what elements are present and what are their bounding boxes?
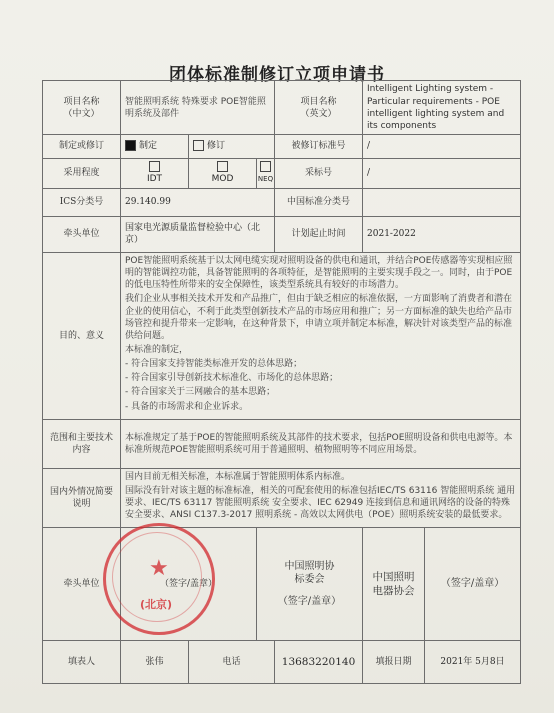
project-name-en-label: 项目名称 （英文） xyxy=(275,81,363,135)
status-label: 国内外情况简要说明 xyxy=(43,468,121,527)
adoption-option-mod[interactable]: MOD xyxy=(189,158,257,188)
sign-lead-label: 牵头单位 xyxy=(43,527,121,641)
purpose-bullet: - 符合国家引导创新技术标准化、市场化的总体思路； xyxy=(125,373,339,384)
seal-star-icon: ★ xyxy=(149,556,169,581)
filler-row xyxy=(43,641,521,684)
status-row xyxy=(43,468,521,527)
purpose-bullet: - 具备的市场需求和企业诉求。 xyxy=(125,401,249,412)
status-text xyxy=(121,468,521,527)
lead-unit-label: 牵头单位 xyxy=(43,216,121,253)
purpose-paragraph: 本标准的制定， xyxy=(125,345,189,355)
idt-checkbox[interactable] xyxy=(149,161,160,172)
committee-name: 中国照明协 标委会 xyxy=(284,560,335,586)
std-no-label: 采标号 xyxy=(275,158,363,188)
scope-label: 范围和主要技术内容 xyxy=(43,420,121,469)
cn-std-class-value xyxy=(363,189,521,216)
sign-committee-seal xyxy=(257,527,363,641)
revised-std-label: 被修订标准号 xyxy=(275,135,363,158)
purpose-paragraph: POE智能照明系统基于以太网电缆实现对照明设备的供电和通讯，并结合POE传感器等实现相应照明的智能调控功能，具备智能照明的各项特征，是智能照明的主要实现手段之一。同时，由于POE的低电压特性所带来的安全保障性，该类型系统具有较好的市场潜力。 xyxy=(125,256,513,291)
option-create[interactable]: 制定 xyxy=(121,135,189,158)
seal-text: (北京) xyxy=(139,598,173,611)
purpose-paragraph: 我们企业从事相关技术开发和产品推广，但由于缺乏相应的标准依据，一方面影响了消费者和潜在企业的使用信心，不利于此类型创新技术产品的市场应用和推广；另一方面标准的缺失也给产品市场管控和提升带来一定影响，在这种背景下，申请立项并制定本标准，解决针对该类型产品的标准供给问题。 xyxy=(125,294,513,341)
assoc-name: 中国照明 电器协会 xyxy=(363,527,425,641)
scope-text: 本标准规定了基于POE的智能照明系统及其部件的技术要求，包括POE照明设备和供电电源等。本标准所规范POE智能照明系统可用于普通照明、植物照明等不同应用场景。 xyxy=(121,420,521,469)
deadline-label: 计划起止时间 xyxy=(275,216,363,253)
lead-unit-row xyxy=(43,216,521,253)
adoption-option-neq[interactable]: NEQ xyxy=(257,158,275,188)
application-form xyxy=(42,80,521,684)
revised-std-value: / xyxy=(363,135,521,158)
committee-sign-text: （签字/盖章） xyxy=(277,595,342,607)
adoption-label: 采用程度 xyxy=(43,158,121,188)
page-title: 团体标准制修订立项申请书 xyxy=(169,65,385,85)
lead-unit-value: 国家电光源质量监督检验中心（北京） xyxy=(121,216,275,253)
purpose-row xyxy=(43,253,521,420)
ics-value: 29.140.99 xyxy=(121,189,275,216)
option-revise[interactable]: 修订 xyxy=(189,135,275,158)
create-checkbox[interactable] xyxy=(125,140,136,151)
filler-label: 填表人 xyxy=(43,641,121,684)
status-line: 国内目前无相关标准，本标准属于智能照明体系内标准。 xyxy=(125,471,351,482)
filler-name: 张伟 xyxy=(121,641,189,684)
purpose-text xyxy=(121,253,521,420)
purpose-bullet: - 符合国家支持智能类标准开发的总体思路； xyxy=(125,359,303,370)
revision-row xyxy=(43,135,521,158)
ics-label: ICS分类号 xyxy=(43,189,121,216)
deadline-value: 2021-2022 xyxy=(363,216,521,253)
neq-checkbox[interactable] xyxy=(260,161,271,172)
sign-lead-seal xyxy=(121,527,257,641)
purpose-bullet: - 符合国家关于三网融合的基本思路； xyxy=(125,387,276,398)
status-line: 国际没有针对该主题的标准标准，相关的可配套使用的标准包括IEC/TS 63116 智能照明系统 通用要求、IEC/TS 63117 智能照明系统 安全要求、IEC 62949 连接到信息和通讯网络的设备的特殊安全要求、ANSI C137.3-2017 照明系统 - 高效以太网供电（POE）照明系统安装的最低要求。 xyxy=(125,485,516,521)
phone-label: 电话 xyxy=(189,641,275,684)
cn-std-class-label: 中国标准分类号 xyxy=(275,189,363,216)
scope-row xyxy=(43,420,521,469)
project-name-en-value: Intelligent Lighting system - Particular requirements - POE intelligent lighting system and its components xyxy=(363,81,521,135)
ics-row xyxy=(43,189,521,216)
lead-sign-text: （签字/盖章） xyxy=(159,578,218,589)
revise-checkbox[interactable] xyxy=(193,140,204,151)
date-label: 填报日期 xyxy=(363,641,425,684)
phone-value: 13683220140 xyxy=(275,641,363,684)
revision-label: 制定或修订 xyxy=(43,135,121,158)
adoption-row xyxy=(43,158,521,188)
date-value: 2021年 5月8日 xyxy=(425,641,521,684)
project-name-row xyxy=(43,81,521,135)
adoption-option-idt[interactable]: IDT xyxy=(121,158,189,188)
signature-row xyxy=(43,527,521,641)
assoc-seal: （签字/盖章） xyxy=(425,527,521,641)
mod-checkbox[interactable] xyxy=(217,161,228,172)
purpose-label: 目的、意义 xyxy=(43,253,121,420)
std-no-value: / xyxy=(363,158,521,188)
project-name-zh-label: 项目名称 （中文） xyxy=(43,81,121,135)
project-name-zh-value: 智能照明系统 特殊要求 POE智能照明系统及部件 xyxy=(121,81,275,135)
